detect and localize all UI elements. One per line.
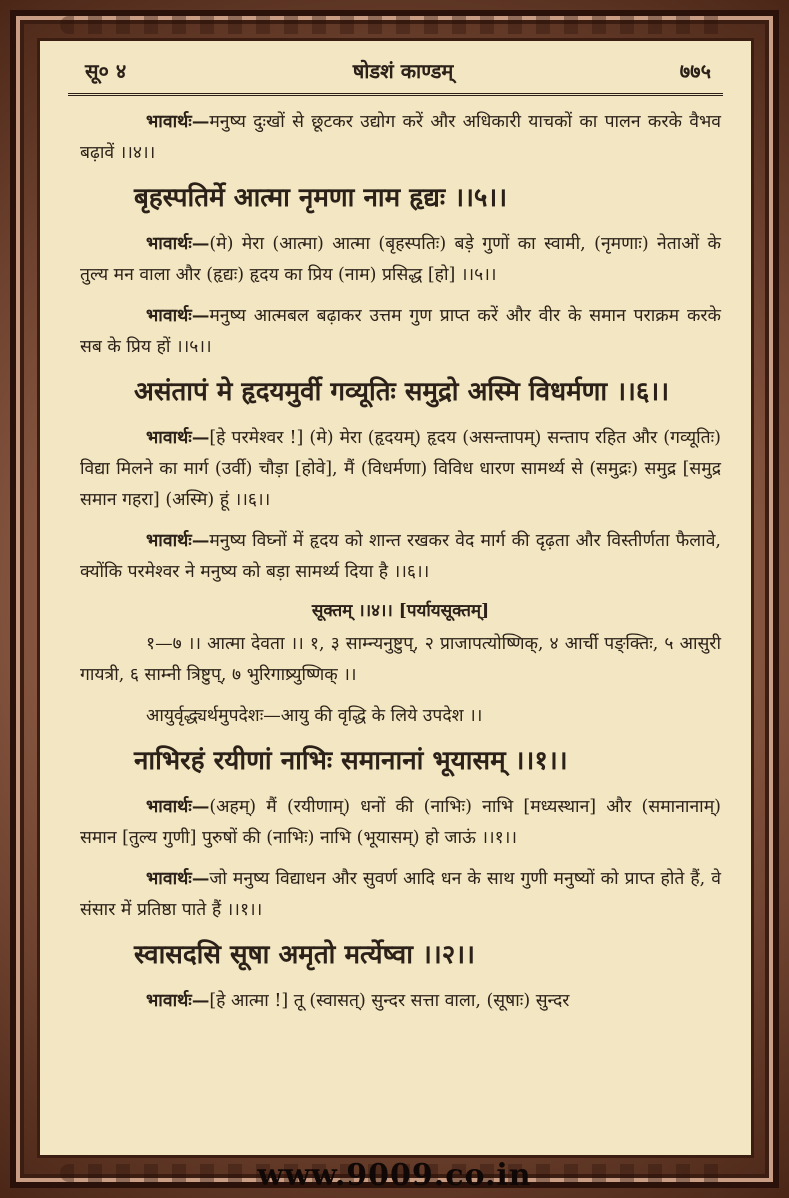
bhavarth-label: भावार्थः— [146, 428, 210, 448]
paragraph-text: [हे आत्मा !] तू (स्वासत्) सुन्दर सत्ता वाला, (सूषाः) सुन्दर [209, 991, 570, 1011]
bhavarth-label: भावार्थः— [146, 797, 210, 817]
sukta-heading: सूक्तम् ।।४।। [पर्यायसूक्तम्] [311, 601, 490, 621]
commentary-paragraph [80, 986, 721, 1017]
paragraph-text: (मे) मेरा (आत्मा) आत्मा (बृहस्पतिः) बड़े गुणों का स्वामी, (नृमणाः) नेताओं के तुल्य मन वाला और (हृद्यः) हृदय का प्रिय (नाम) प्रसिद्ध [हो] ।।५।। [80, 234, 721, 285]
footer [0, 1158, 789, 1192]
mantra-text: असंतापं मे हृदयमुर्वी गव्यूतिः समुद्रो अस्मि विधर्मणा ।।६।। [134, 377, 670, 407]
bhavarth-label: भावार्थः— [146, 991, 210, 1011]
header-page-number: ७७५ [679, 58, 711, 83]
commentary-paragraph [80, 301, 721, 363]
paragraph-text: जो मनुष्य विद्याधन और सुवर्ण आदि धन के साथ गुणी मनुष्यों को प्राप्त होते हैं, वे संसार में प्रतिष्ठा पाते हैं ।।१।। [80, 869, 721, 920]
paragraph-text: आयुर्वृद्ध्यर्थमुपदेशः—आयु की वृद्धि के लिये उपदेश ।। [146, 706, 483, 726]
header-rule [68, 93, 723, 102]
commentary-paragraph [80, 792, 721, 854]
commentary-paragraph [80, 229, 721, 291]
paragraph-text: (अहम्) मैं (रयीणाम्) धनों की (नाभिः) नाभि [मध्यस्थान] और (समानानाम्) समान [तुल्य गुणी] पुरुषों की (नाभिः) नाभि (भूयासम्) हो जाऊं ।।१।। [80, 797, 721, 848]
top-ornament [60, 16, 729, 34]
paragraph-text: १—७ ।। आत्मा देवता ।। १, ३ साम्न्यनुष्टुप्, २ प्राजापत्योष्णिक्, ४ आर्ची पङ्क्तिः, ५ आसुरी गायत्री, ६ साम्नी त्रिष्टुप्, ७ भुरिगाष्र्युष्णिक् ।। [80, 634, 721, 685]
paragraph-text: मनुष्य आत्मबल बढ़ाकर उत्तम गुण प्राप्त करें और वीर के समान पराक्रम करके सब के प्रिय हों ।।५।। [80, 306, 721, 357]
mantra-text: नाभिरहं रयीणां नाभिः समानानां भूयासम् ।।१।। [134, 746, 568, 776]
commentary-paragraph [80, 629, 721, 691]
book-page [37, 38, 754, 1158]
page-content [80, 107, 721, 1027]
bhavarth-label: भावार्थः— [146, 531, 210, 551]
mantra-text: बृहस्पतिर्मे आत्मा नृमणा नाम हृद्यः ।।५।। [134, 183, 508, 213]
bhavarth-label: भावार्थः— [146, 112, 210, 132]
commentary-paragraph [80, 864, 721, 926]
header-kand-title: षोडशं काण्डम् [352, 58, 454, 83]
commentary-paragraph [80, 526, 721, 588]
mantra-text: स्वासदसि सूषा अमृतो मर्त्येष्वा ।।२।। [134, 940, 475, 970]
paragraph-text: मनुष्य दुःखों से छूटकर उद्योग करें और अधिकारी याचकों का पालन करके वैभव बढ़ावें ।।४।। [80, 112, 721, 163]
commentary-paragraph [80, 107, 721, 169]
bhavarth-label: भावार्थः— [146, 869, 210, 889]
bhavarth-label: भावार्थः— [146, 234, 210, 254]
paragraph-text: मनुष्य विघ्नों में हृदय को शान्त रखकर वेद मार्ग की दृढ़ता और विस्तीर्णता फैलावे, क्योंकि परमेश्वर ने मनुष्य को बड़ा सामर्थ्य दिया है ।।६।। [80, 531, 721, 582]
commentary-paragraph [80, 701, 721, 732]
footer-website-link[interactable]: www.9009.co.in [257, 1157, 532, 1193]
header-sukta-number: सू० ४ [85, 58, 127, 83]
commentary-paragraph [80, 423, 721, 516]
page-header [85, 55, 711, 85]
paragraph-text: [हे परमेश्वर !] (मे) मेरा (हृदयम्) हृदय (असन्तापम्) सन्ताप रहित और (गव्यूतिः) विद्या मिलने का मार्ग (उर्वी) चौड़ा [होवे], मैं (विधर्मणा) विविध धारण सामर्थ्य से (समुद्रः) समुद्र [समुद्र समान गहरा] (अस्मि) हूं ।।६।। [80, 428, 721, 510]
bhavarth-label: भावार्थः— [146, 306, 210, 326]
